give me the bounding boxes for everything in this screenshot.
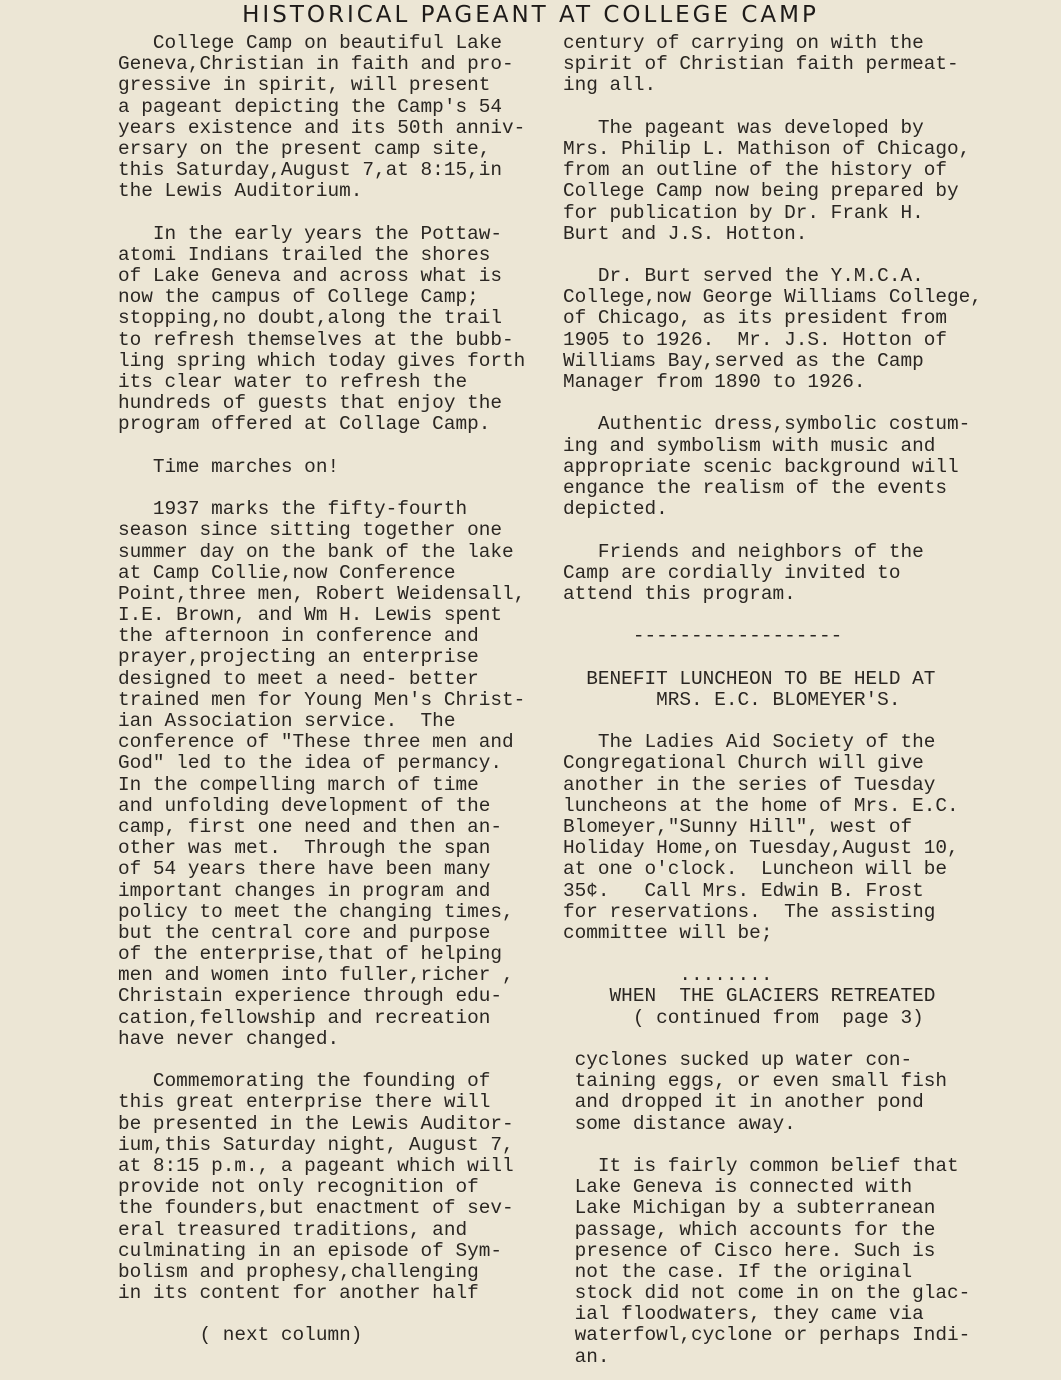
text-line: WHEN THE GLACIERS RETREATED: [563, 985, 936, 1008]
text-line: have never changed.: [118, 1027, 340, 1050]
text-line: atomi Indians trailed the shores: [118, 243, 491, 266]
text-line: another in the series of Tuesday: [563, 773, 936, 796]
text-line: now the campus of College Camp;: [118, 286, 479, 309]
text-line: Friends and neighbors of the: [563, 540, 924, 563]
text-line: 1905 to 1926. Mr. J.S. Hotton of: [563, 328, 947, 351]
text-line: of Lake Geneva and across what is: [118, 265, 502, 288]
text-line: [563, 97, 1023, 118]
text-line: spirit of Christian faith permeat-: [563, 53, 959, 76]
text-line: some distance away.: [563, 1112, 796, 1135]
text-line: [563, 711, 1023, 732]
text-line: policy to meet the changing times,: [118, 900, 514, 923]
text-line: culminating in an episode of Sym-: [118, 1239, 502, 1262]
text-line: The pageant was developed by: [563, 116, 924, 139]
text-line: for publication by Dr. Frank H.: [563, 201, 924, 224]
text-line: be presented in the Lewis Auditor-: [118, 1112, 514, 1135]
text-line: season since sitting together one: [118, 519, 502, 542]
text-line: this Saturday,August 7,at 8:15,in: [118, 159, 502, 182]
text-line: Lake Geneva is connected with: [563, 1176, 913, 1199]
text-line: Time marches on!: [118, 455, 340, 478]
text-line: Dr. Burt served the Y.M.C.A.: [563, 265, 924, 288]
text-line: cyclones sucked up water con-: [563, 1049, 913, 1071]
text-line: taining eggs, or even small fish: [563, 1070, 947, 1093]
text-line: ersary on the present camp site,: [118, 137, 491, 160]
text-line: [118, 478, 564, 499]
text-line: In the early years the Pottaw-: [118, 222, 502, 245]
text-line: Holiday Home,on Tuesday,August 10,: [563, 837, 959, 860]
text-line: ian Association service. The: [118, 710, 456, 732]
text-line: and dropped it in another pond: [563, 1091, 924, 1114]
text-line: College,now George Williams College,: [563, 286, 982, 309]
text-line: appropriate scenic background will: [563, 455, 959, 478]
text-line: BENEFIT LUNCHEON TO BE HELD AT: [563, 667, 936, 690]
text-line: attend this program.: [563, 582, 796, 605]
text-line: [563, 1135, 1023, 1156]
text-line: Blomeyer,"Sunny Hill", west of: [563, 815, 913, 838]
text-line: program offered at Collage Camp.: [118, 413, 491, 436]
text-line: ing and symbolism with music and: [563, 434, 936, 457]
text-line: designed to meet a need- better: [118, 667, 479, 690]
text-line: God" led to the idea of permancy.: [118, 752, 502, 775]
text-line: stock did not come in on the glac-: [563, 1282, 971, 1305]
text-line: Mrs. Philip L. Mathison of Chicago,: [563, 137, 971, 160]
text-line: an.: [563, 1345, 610, 1368]
text-line: College Camp now being prepared by: [563, 180, 959, 203]
text-line: 35¢. Call Mrs. Edwin B. Frost: [563, 879, 924, 902]
text-line: prayer,projecting an enterprise: [118, 646, 479, 669]
text-line: [118, 436, 564, 457]
text-line: [563, 245, 1023, 266]
text-line: but the central core and purpose: [118, 921, 491, 944]
right-column: [563, 33, 1023, 1368]
text-line: ing all.: [563, 74, 657, 97]
text-line: at Camp Collie,now Conference: [118, 561, 456, 584]
text-line: In the compelling march of time: [118, 773, 479, 796]
text-line: conference of "These three men and: [118, 731, 514, 754]
text-line: committee will be;: [563, 921, 773, 944]
text-line: The Ladies Aid Society of the: [563, 731, 936, 754]
text-line: Geneva,Christian in faith and pro-: [118, 53, 514, 76]
page-title: HISTORICAL PAGEANT AT COLLEGE CAMP: [242, 2, 819, 28]
text-line: at 8:15 p.m., a pageant which will: [118, 1154, 514, 1177]
left-column: [118, 33, 564, 1347]
text-line: Commemorating the founding of: [118, 1070, 491, 1093]
text-line: engance the realism of the events: [563, 476, 947, 499]
text-line: passage, which accounts for the: [563, 1218, 936, 1241]
text-line: to refresh themselves at the bubb-: [118, 328, 514, 351]
text-line: gressive in spirit, will present: [118, 74, 491, 97]
text-line: from an outline of the history of: [563, 159, 947, 182]
text-line: summer day on the bank of the lake: [118, 540, 514, 563]
text-line: camp, first one need and then an-: [118, 815, 502, 838]
text-line: of 54 years there have been many: [118, 858, 491, 881]
text-line: Congregational Church will give: [563, 752, 924, 775]
text-line: the Lewis Auditorium.: [118, 180, 363, 203]
text-line: Manager from 1890 to 1926.: [563, 371, 866, 393]
text-line: ( continued from page 3): [563, 1006, 924, 1029]
text-line: [563, 647, 1023, 668]
text-line: I.E. Brown, and Wm H. Lewis spent: [118, 604, 502, 627]
text-line: its clear water to refresh the: [118, 371, 468, 393]
text-line: years existence and its 50th anniv-: [118, 116, 526, 139]
text-line: Point,three men, Robert Weidensall,: [118, 582, 526, 605]
text-line: [563, 520, 1023, 541]
text-line: [118, 1304, 564, 1325]
text-line: ium,this Saturday night, August 7,: [118, 1133, 514, 1156]
text-line: Williams Bay,served as the Camp: [563, 349, 924, 372]
text-line: bolism and prophesy,challenging: [118, 1260, 479, 1283]
text-line: hundreds of guests that enjoy the: [118, 392, 502, 415]
text-line: at one o'clock. Luncheon will be: [563, 858, 947, 881]
text-line: for reservations. The assisting: [563, 900, 936, 923]
text-line: ling spring which today gives forth: [118, 349, 526, 372]
text-line: presence of Cisco here. Such is: [563, 1239, 936, 1262]
text-line: Lake Michigan by a subterranean: [563, 1197, 936, 1220]
text-line: trained men for Young Men's Christ-: [118, 688, 526, 711]
text-line: [563, 605, 1023, 626]
text-line: ( next column): [118, 1324, 363, 1347]
text-line: Burt and J.S. Hotton.: [563, 222, 808, 245]
text-line: College Camp on beautiful Lake: [118, 32, 502, 54]
text-line: of the enterprise,that of helping: [118, 943, 502, 966]
text-line: Authentic dress,symbolic costum-: [563, 413, 971, 436]
text-line: century of carrying on with the: [563, 32, 924, 54]
text-line: luncheons at the home of Mrs. E.C.: [563, 794, 959, 817]
text-line: It is fairly common belief that: [563, 1154, 959, 1177]
text-line: other was met. Through the span: [118, 837, 491, 860]
text-line: ........: [563, 964, 773, 987]
text-line: [563, 393, 1023, 414]
text-line: this great enterprise there will: [118, 1091, 491, 1114]
text-line: men and women into fuller,richer ,: [118, 964, 514, 987]
text-line: eral treasured traditions, and: [118, 1218, 468, 1241]
text-line: provide not only recognition of: [118, 1176, 479, 1199]
text-line: [118, 1050, 564, 1071]
text-line: and unfolding development of the: [118, 794, 491, 817]
text-line: [563, 1029, 1023, 1050]
text-line: in its content for another half: [118, 1282, 479, 1305]
text-line: depicted.: [563, 498, 668, 521]
text-line: [563, 944, 1023, 965]
text-line: of Chicago, as its president from: [563, 307, 947, 330]
text-line: waterfowl,cyclone or perhaps Indi-: [563, 1324, 971, 1347]
text-line: ial floodwaters, they came via: [563, 1303, 924, 1326]
text-line: a pageant depicting the Camp's 54: [118, 95, 502, 118]
text-line: cation,fellowship and recreation: [118, 1006, 491, 1029]
text-line: MRS. E.C. BLOMEYER'S.: [563, 688, 901, 711]
text-line: the afternoon in conference and: [118, 625, 479, 648]
text-line: [118, 203, 564, 224]
text-line: important changes in program and: [118, 879, 491, 902]
text-line: the founders,but enactment of sev-: [118, 1197, 514, 1220]
text-line: 1937 marks the fifty-fourth: [118, 498, 468, 521]
text-line: Christain experience through edu-: [118, 985, 502, 1008]
text-line: Camp are cordially invited to: [563, 561, 901, 584]
text-line: stopping,no doubt,along the trail: [118, 307, 502, 330]
text-line: ------------------: [563, 625, 843, 648]
text-line: not the case. If the original: [563, 1260, 913, 1283]
